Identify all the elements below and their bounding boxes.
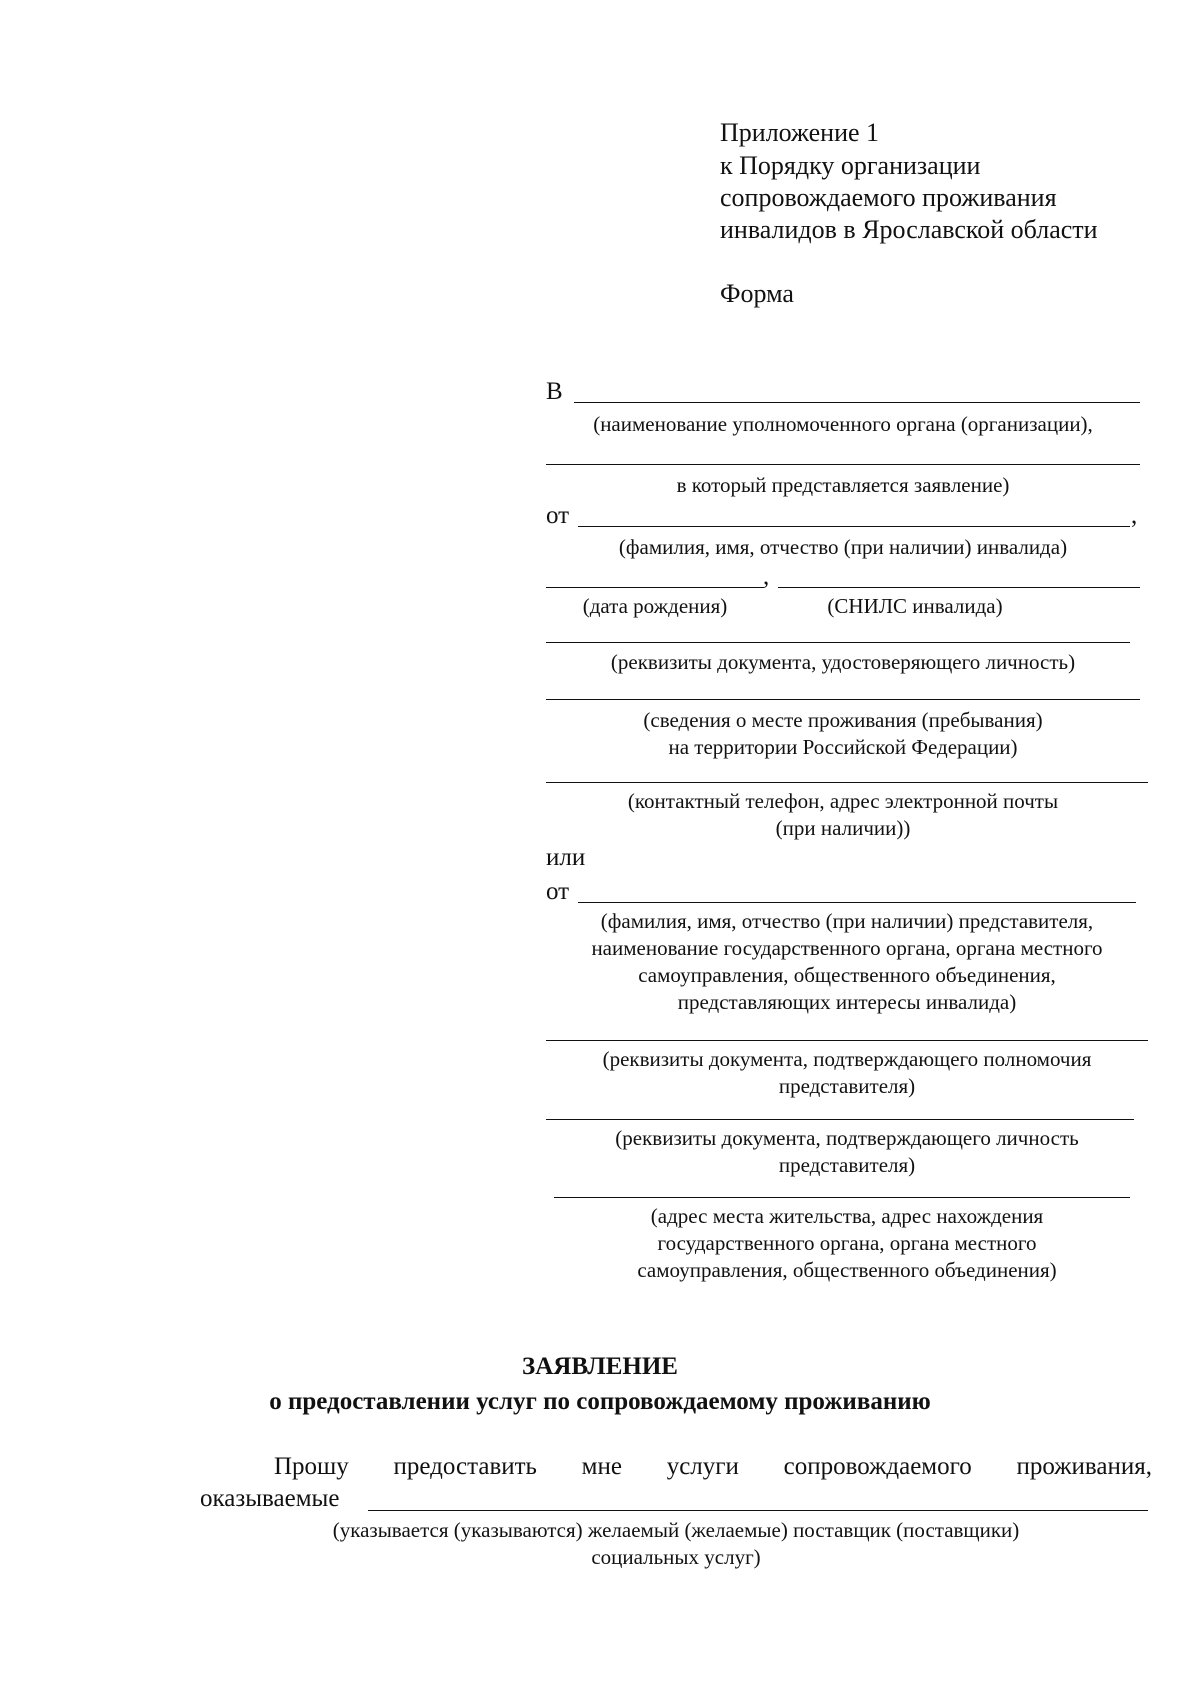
caption-org-2: в который представляется заявление)	[676, 473, 1010, 497]
caption-rep-id-2: представителя)	[778, 1153, 916, 1177]
caption-rep-1: (фамилия, имя, отчество (при наличии) представителя,	[600, 909, 1094, 933]
to-prefix: В	[546, 378, 563, 405]
caption-rep-id-1: (реквизиты документа, подтверждающего личность	[615, 1126, 1079, 1150]
caption-rep-auth-1: (реквизиты документа, подтверждающего полномочия	[602, 1047, 1092, 1071]
or-label: или	[546, 844, 586, 871]
to-org-field-2[interactable]	[546, 464, 1140, 465]
caption-rep-auth-2: представителя)	[778, 1074, 916, 1098]
rep-id-doc-field[interactable]	[546, 1119, 1134, 1120]
rep-auth-doc-field[interactable]	[546, 1040, 1148, 1041]
birth-date-field[interactable]	[546, 587, 764, 588]
appendix-label: Приложение 1	[720, 118, 880, 147]
caption-residence-2: на территории Российской Федерации)	[668, 735, 1018, 759]
caption-rep-addr-1: (адрес места жительства, адрес нахождения	[650, 1204, 1044, 1228]
from-fio-field[interactable]	[578, 526, 1130, 527]
from-comma: ,	[1131, 502, 1138, 529]
caption-residence-1: (сведения о месте проживания (пребывания)	[643, 708, 1043, 732]
request-word: предоставить	[393, 1453, 537, 1480]
snils-field[interactable]	[778, 587, 1140, 588]
statement-title: ЗАЯВЛЕНИЕ	[522, 1353, 678, 1380]
appendix-line-4: инвалидов в Ярославской области	[720, 215, 1098, 244]
caption-rep-addr-3: самоуправления, общественного объединения)	[637, 1258, 1057, 1282]
id-doc-field[interactable]	[546, 642, 1130, 643]
request-word: услуги	[666, 1453, 739, 1480]
request-word: Прошу	[274, 1453, 349, 1480]
caption-contact-1: (контактный телефон, адрес электронной почты	[627, 789, 1059, 813]
request-word: мне	[581, 1453, 622, 1480]
caption-provider-1: (указывается (указываются) желаемый (желаемые) поставщик (поставщики)	[332, 1518, 1020, 1542]
rep-address-field[interactable]	[554, 1197, 1130, 1198]
residence-field[interactable]	[546, 699, 1140, 700]
caption-rep-2: наименование государственного органа, органа местного	[591, 936, 1103, 960]
contact-field[interactable]	[546, 782, 1148, 783]
birth-comma: ,	[763, 563, 770, 590]
appendix-line-2: к Порядку организации	[720, 151, 981, 180]
to-org-field[interactable]	[574, 402, 1140, 403]
request-word: сопровождаемого	[783, 1453, 972, 1480]
caption-rep-4: представляющих интересы инвалида)	[677, 990, 1017, 1014]
caption-provider-2: социальных услуг)	[591, 1545, 761, 1569]
request-word: проживания,	[1016, 1453, 1152, 1480]
caption-rep-addr-2: государственного органа, органа местного	[657, 1231, 1037, 1255]
provided-by-prefix: оказываемые	[200, 1485, 340, 1512]
caption-org-1: (наименование уполномоченного органа (организации),	[593, 412, 1093, 436]
from2-prefix: от	[546, 878, 570, 905]
representative-field[interactable]	[578, 902, 1136, 903]
caption-fio: (фамилия, имя, отчество (при наличии) инвалида)	[618, 535, 1068, 559]
caption-id-doc: (реквизиты документа, удостоверяющего личность)	[610, 650, 1076, 674]
caption-contact-2: (при наличии))	[775, 816, 911, 840]
provider-field[interactable]	[368, 1510, 1148, 1511]
appendix-line-3: сопровождаемого проживания	[720, 183, 1057, 212]
request-line-1	[200, 1451, 1152, 1483]
caption-birth-date: (дата рождения)	[582, 594, 728, 618]
caption-snils: (СНИЛС инвалида)	[827, 594, 1003, 618]
statement-subtitle: о предоставлении услуг по сопровождаемому проживанию	[269, 1388, 931, 1415]
form-label: Форма	[720, 279, 794, 308]
caption-rep-3: самоуправления, общественного объединения,	[638, 963, 1056, 987]
from-prefix: от	[546, 502, 570, 529]
